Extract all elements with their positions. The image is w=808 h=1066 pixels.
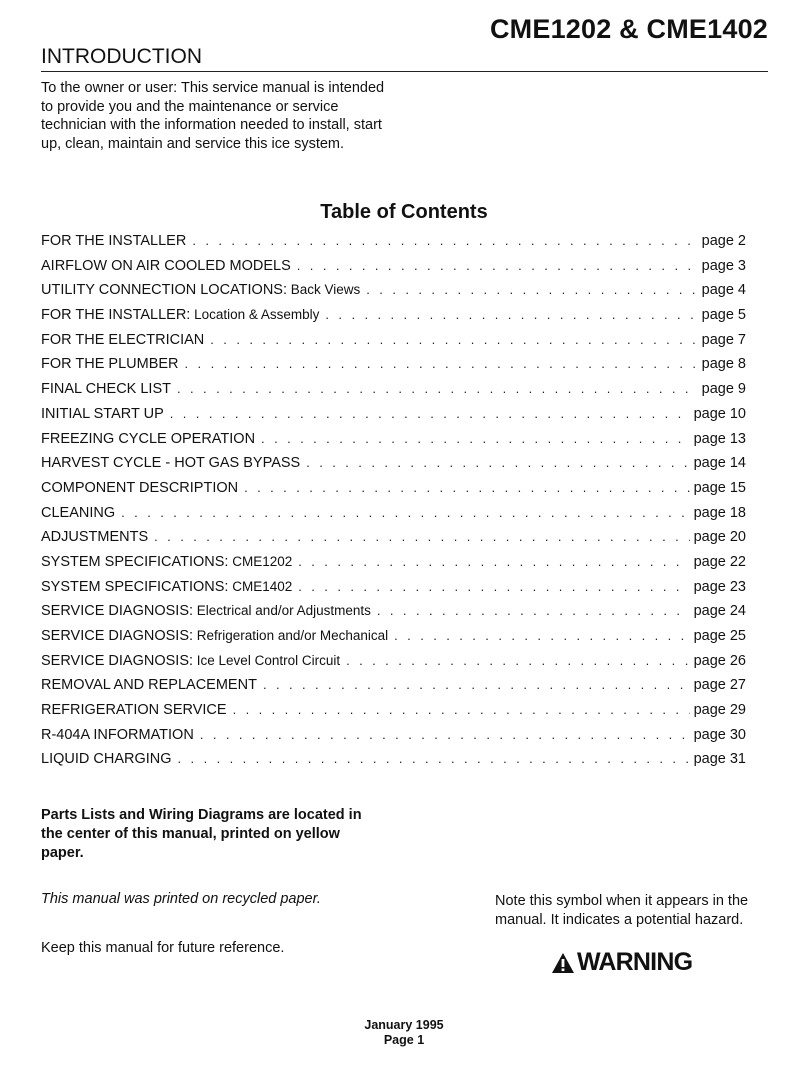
toc-entry-page: page 8 xyxy=(701,356,746,373)
recycled-note: This manual was printed on recycled paper. xyxy=(41,891,321,907)
toc-entry-main: SYSTEM SPECIFICATIONS: xyxy=(41,578,229,595)
toc-entry-title xyxy=(41,653,340,669)
toc-entry-title xyxy=(41,406,164,422)
footer-date: January 1995 xyxy=(364,1018,444,1032)
toc-entry xyxy=(41,554,746,579)
toc-entry-main: HARVEST CYCLE - HOT GAS BYPASS xyxy=(41,455,301,472)
toc-entry-page: page 27 xyxy=(693,677,746,694)
header-rule xyxy=(41,71,768,72)
toc-entry-title xyxy=(41,505,115,521)
toc-entry-title xyxy=(41,677,257,693)
toc-entry-page: page 9 xyxy=(701,381,746,398)
toc-leader-dots xyxy=(377,603,690,618)
toc-entry xyxy=(41,233,746,258)
toc-entry-title xyxy=(41,431,255,447)
toc-entry-title xyxy=(41,702,227,718)
toc-entry-title xyxy=(41,727,194,743)
toc-entry-main: SERVICE DIAGNOSIS: xyxy=(41,652,194,669)
toc-entry-page: page 15 xyxy=(693,479,746,496)
toc-entry-sub: Back Views xyxy=(287,282,361,298)
toc-entry-main: ADJUSTMENTS xyxy=(41,529,149,546)
toc-title: Table of Contents xyxy=(320,201,488,223)
toc-entry-page: page 7 xyxy=(701,331,746,348)
toc-entry xyxy=(41,258,746,283)
toc-leader-dots xyxy=(325,307,697,322)
symbol-note: Note this symbol when it appears in the manual. It indicates a potential hazard. xyxy=(495,893,749,928)
toc-entry-title xyxy=(41,282,360,298)
toc-entry-main: COMPONENT DESCRIPTION xyxy=(41,479,239,496)
toc-entry-title xyxy=(41,233,186,249)
toc-entry-main: AIRFLOW ON AIR COOLED MODELS xyxy=(41,257,291,274)
toc-leader-dots xyxy=(394,628,689,643)
footer-page-number: Page 1 xyxy=(383,1033,425,1047)
toc-leader-dots xyxy=(233,702,690,717)
parts-note: Parts Lists and Wiring Diagrams are located in the center of this manual, printed on yellow paper. xyxy=(41,807,362,861)
toc-entry xyxy=(41,431,746,456)
keep-note: Keep this manual for future reference. xyxy=(41,940,285,956)
toc-entry-title xyxy=(41,579,292,595)
toc-leader-dots xyxy=(178,751,690,766)
toc-leader-dots xyxy=(192,233,697,248)
warning-triangle-icon xyxy=(551,952,575,974)
toc-entry-title xyxy=(41,554,292,570)
toc-entry-sub: Location & Assembly xyxy=(190,307,320,323)
toc-entry xyxy=(41,307,746,332)
toc-entry xyxy=(41,529,746,554)
toc-entry xyxy=(41,603,746,628)
toc-leader-dots xyxy=(297,258,698,273)
toc-entry-sub: CME1402 xyxy=(228,578,293,594)
toc-entry xyxy=(41,332,746,357)
toc-entry xyxy=(41,628,746,653)
toc-entry xyxy=(41,702,746,727)
toc-leader-dots xyxy=(177,381,698,396)
toc-entry-title xyxy=(41,455,300,471)
toc-leader-dots xyxy=(185,356,698,371)
toc-entry xyxy=(41,677,746,702)
toc-entry xyxy=(41,455,746,480)
toc-leader-dots xyxy=(170,406,690,421)
toc-entry-main: LIQUID CHARGING xyxy=(41,751,172,768)
toc-entry-main: SERVICE DIAGNOSIS: xyxy=(41,603,194,620)
toc-leader-dots xyxy=(121,505,689,520)
toc-entry xyxy=(41,480,746,505)
toc-entry-page: page 18 xyxy=(693,504,746,521)
toc-entry xyxy=(41,381,746,406)
toc-entry-main: FOR THE INSTALLER: xyxy=(41,307,191,324)
toc-entry-main: FINAL CHECK LIST xyxy=(41,381,171,398)
toc-entry xyxy=(41,579,746,604)
toc-entry xyxy=(41,406,746,431)
toc-leader-dots xyxy=(366,282,697,297)
toc-entry xyxy=(41,356,746,381)
toc-leader-dots xyxy=(154,529,689,544)
toc-entry xyxy=(41,282,746,307)
toc-entry-main: CLEANING xyxy=(41,504,116,521)
toc-entry-main: REMOVAL AND REPLACEMENT xyxy=(41,677,257,694)
toc-entry xyxy=(41,505,746,530)
toc-entry-main: REFRIGERATION SERVICE xyxy=(41,702,227,719)
toc-entry-page: page 26 xyxy=(693,652,746,669)
toc-leader-dots xyxy=(261,431,690,446)
toc-entry-main: FOR THE PLUMBER xyxy=(41,356,179,373)
toc-entry-sub: Electrical and/or Adjustments xyxy=(193,603,371,619)
toc-entry-title xyxy=(41,356,179,372)
toc-entry-main: R-404A INFORMATION xyxy=(41,726,194,743)
toc-entry-sub: Refrigeration and/or Mechanical xyxy=(193,628,389,643)
toc-entry-title xyxy=(41,258,291,274)
toc-entry-page: page 3 xyxy=(701,257,746,274)
toc-entry-main: SYSTEM SPECIFICATIONS: xyxy=(41,553,229,570)
toc-entry-main: SERVICE DIAGNOSIS: xyxy=(41,628,194,644)
toc-entry-page: page 14 xyxy=(693,455,746,472)
toc-entry xyxy=(41,751,746,776)
toc-leader-dots xyxy=(306,455,689,470)
toc-leader-dots xyxy=(263,677,690,692)
toc-entry xyxy=(41,653,746,678)
toc-leader-dots xyxy=(346,653,689,668)
toc-entry-page: page 22 xyxy=(693,553,746,570)
toc-entry-title xyxy=(41,529,148,545)
toc-entry-main: FOR THE INSTALLER xyxy=(41,233,187,249)
toc-entry-page: page 2 xyxy=(701,233,746,249)
toc-entry-page: page 13 xyxy=(693,430,746,447)
toc-entry-title xyxy=(41,381,171,397)
toc-entry-page: page 25 xyxy=(693,628,746,644)
toc-entry-page: page 23 xyxy=(693,578,746,595)
toc-leader-dots xyxy=(298,554,689,569)
toc-entry-page: page 29 xyxy=(693,702,746,719)
warning-symbol xyxy=(551,948,692,977)
toc-entry-sub: CME1202 xyxy=(228,553,293,569)
toc-entry-title xyxy=(41,751,172,767)
toc-leader-dots xyxy=(210,332,697,347)
page-footer xyxy=(0,1018,808,1048)
toc-entry-title xyxy=(41,307,319,323)
toc-entry-title xyxy=(41,628,388,644)
section-title: INTRODUCTION xyxy=(41,45,202,68)
toc-entry-title xyxy=(41,332,204,348)
toc-entry-page: page 10 xyxy=(693,405,746,422)
toc-entry-page: page 5 xyxy=(701,307,746,324)
toc-entry-title xyxy=(41,603,371,619)
intro-paragraph: To the owner or user: This service manual is intended to provide you and the maintenance or service technician with the information needed to install, start up, clean, maintain and service this ice system. xyxy=(41,80,385,152)
toc-entry-page: page 24 xyxy=(693,603,746,620)
toc-list xyxy=(41,233,746,776)
toc-entry-page: page 4 xyxy=(701,282,746,299)
toc-entry-main: UTILITY CONNECTION LOCATIONS: xyxy=(41,282,287,299)
toc-entry-page: page 31 xyxy=(693,751,746,768)
toc-entry-main: FOR THE ELECTRICIAN xyxy=(41,331,205,348)
toc-entry-page: page 30 xyxy=(693,726,746,743)
toc-entry-sub: Ice Level Control Circuit xyxy=(193,652,341,668)
toc-entry-page: page 20 xyxy=(693,529,746,546)
toc-leader-dots xyxy=(244,480,689,495)
toc-entry-main: FREEZING CYCLE OPERATION xyxy=(41,430,256,447)
toc-leader-dots xyxy=(200,727,690,742)
toc-entry-title xyxy=(41,480,238,496)
warning-label: WARNING xyxy=(577,948,693,976)
model-title: CME1202 & CME1402 xyxy=(489,14,768,44)
toc-leader-dots xyxy=(298,579,689,594)
toc-entry xyxy=(41,727,746,752)
toc-entry-main: INITIAL START UP xyxy=(41,405,164,422)
